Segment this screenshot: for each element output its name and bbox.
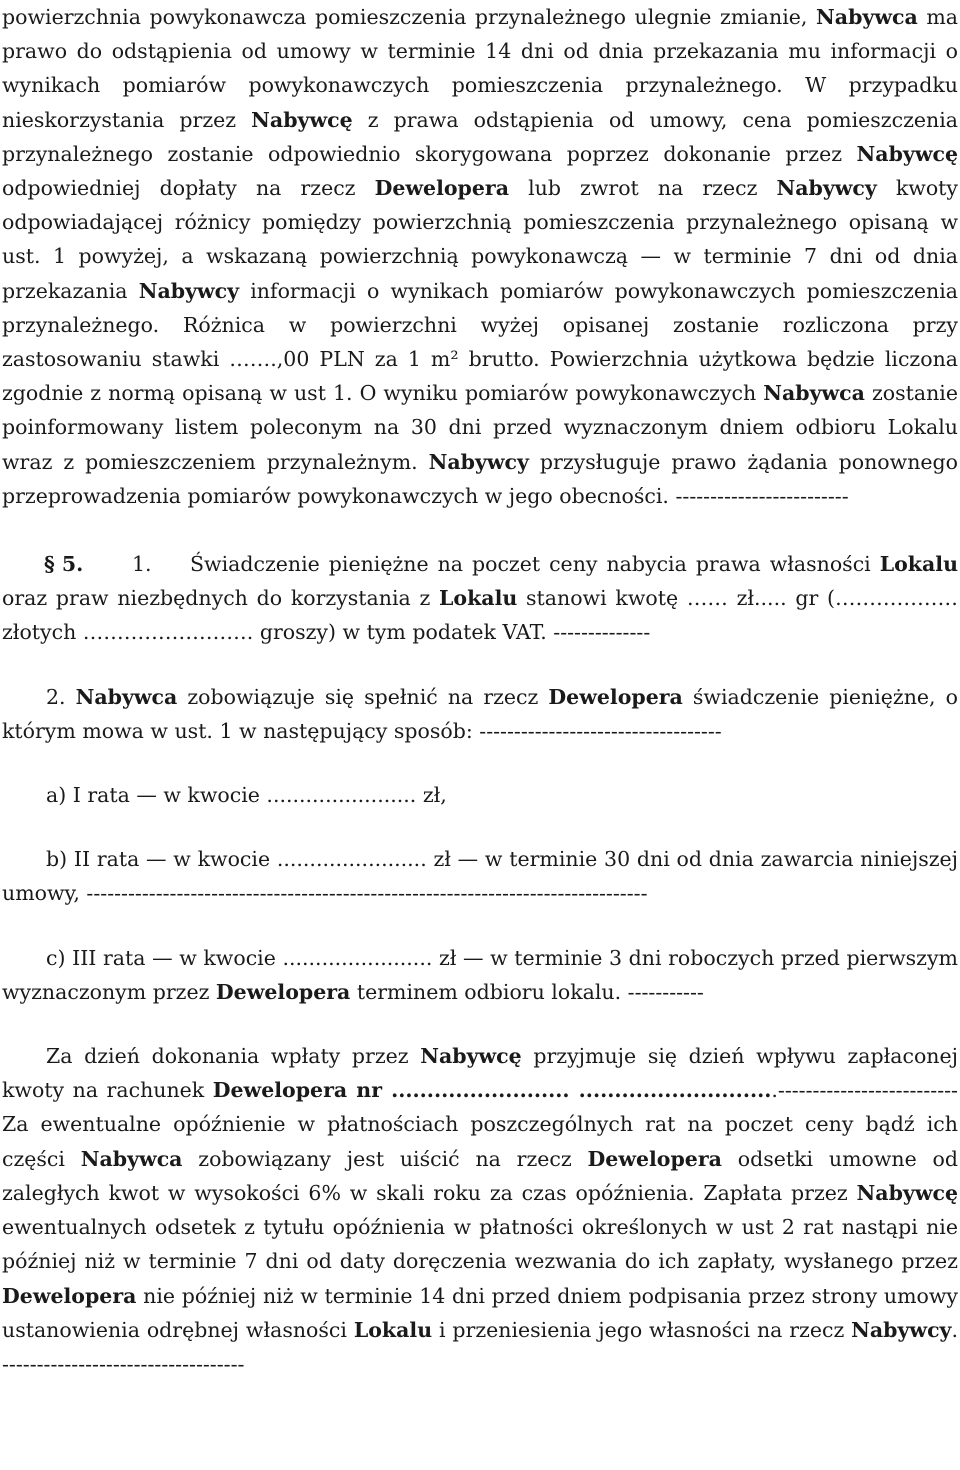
text-run: odpowiedniej dopłaty na rzecz [2, 176, 375, 201]
payment-date-text [2, 1044, 958, 1376]
bold-term: Dewelopera [2, 1283, 137, 1308]
point-number: 2. [46, 684, 66, 709]
text-run: Za dzień dokonania wpłaty przez [46, 1044, 421, 1069]
paragraph-point-2 [2, 680, 958, 748]
text-run: powierzchnia powykonawcza pomieszczenia przynależnego ulegnie zmianie, [2, 5, 817, 29]
installment-a: a) I rata — w kwocie ....................... zł, [46, 783, 447, 808]
section-number: § 5. [44, 552, 84, 577]
bold-term: Lokalu [879, 552, 958, 577]
text-run: przyjmuje się dzień wpływu zapłaconej kwoty na rachunek [2, 1044, 959, 1103]
bold-term: Nabywcę [856, 141, 958, 166]
bold-term: Nabywcę [856, 1180, 958, 1205]
text-run: i przeniesienia jego własności na rzecz [432, 1317, 852, 1342]
text-run: zobowiązany jest uiścić na rzecz [182, 1146, 588, 1171]
paragraph-payment-date [2, 1039, 958, 1381]
bold-term: Nabywca [763, 381, 865, 406]
text-run: odsetki umowne od zaległych kwot w wysokości 6% w skali roku za czas opóźnienia. Zapłata przez [2, 1146, 958, 1205]
point-number: 1. [132, 552, 152, 577]
installment-c-tail: terminem odbioru lokalu. ----------- [350, 979, 704, 1004]
text-run: z prawa odstąpienia od umowy, cena pomieszczenia przynależnego zostanie odpowiednio skorygowana poprzez dokonanie przez [2, 107, 958, 166]
point-2-text [2, 685, 958, 743]
text-run: Świadczenie pieniężne na poczet ceny nabycia prawa własności [190, 552, 880, 577]
paragraph-area-measurement [2, 0, 958, 513]
bold-term: Nabywcy [138, 278, 240, 303]
installment-b [2, 842, 958, 910]
bold-term: Nabywcy [428, 449, 529, 474]
text-run: .-------------------------- Za ewentualne opóźnienie w płatnościach poszczególnych rat na poczet ceny bądź ich części [2, 1078, 958, 1171]
developer-term: Dewelopera [215, 979, 351, 1004]
text-run: stanowi kwotę …… zł..... gr (……………… złotych ……………………. groszy) w tym podatek VAT. -------------- [2, 586, 958, 645]
text-run: świadczenie pieniężne, o którym mowa w ust. 1 w następujący sposób: ----------------------------------- [2, 684, 958, 743]
bold-term: Lokalu [439, 586, 518, 611]
text-run: zobowiązuje się spełnić na rzecz [177, 684, 549, 709]
text-run: przysługuje prawo żądania ponownego przeprowadzenia pomiarów powykonawczych w jego obecności. ------------------------- [2, 449, 958, 508]
installment-c-text: c) III rata — w kwocie ....................... zł — w terminie 3 dni roboczych przed pierwszym wyznaczonym przez [2, 945, 958, 1004]
bold-term: Dewelopera [548, 684, 683, 709]
text-run: lub zwrot na rzecz [509, 176, 777, 201]
bold-term: Nabywcy [851, 1317, 952, 1342]
bold-term: Nabywca [816, 5, 918, 29]
bold-term: Dewelopera [587, 1146, 722, 1171]
text-run: nie później niż w terminie 14 dni przed dniem podpisania przez strony umowy ustanowienia odrębnej własności [2, 1283, 958, 1342]
bold-term: Nabywca [80, 1146, 183, 1171]
text-run: . ----------------------------------- [2, 1317, 958, 1376]
bold-term: Nabywca [75, 684, 178, 709]
installment-c [2, 941, 958, 1009]
text-run: zostanie poinformowany listem poleconym na 30 dni przed wyznaczonym dniem odbioru Lokalu wraz z pomieszczeniem przynależnym. [2, 381, 958, 474]
paragraph-section-5-point-1 [2, 547, 958, 650]
text-run: oraz praw niezbędnych do korzystania z [2, 586, 440, 611]
bold-term: Dewelopera nr ......................... ........................... [212, 1078, 772, 1103]
bold-term: Dewelopera [374, 176, 510, 201]
text-run: kwoty odpowiadającej różnicy pomiędzy powierzchnią pomieszczenia przynależnego opisaną w ust. 1 powyżej, a wskazaną powierzchnią powykonawczą — w terminie 7 dni od dnia przekazania [2, 176, 958, 303]
bold-term: Nabywcę [251, 107, 353, 132]
installment-b-text: b) II rata — w kwocie ....................... zł — w terminie 30 dni od dnia zawarcia niniejszej umowy, --------------------------------------------------------------------------------- [2, 847, 958, 906]
text-run: ewentualnych odsetek z tytułu opóźnienia w płatności określonych w ust 2 rat nastąpi nie później niż w terminie 7 dni od daty doręczenia wezwania do ich zapłaty, wysłanego przez [2, 1215, 958, 1274]
bold-term: Nabywcy [776, 176, 877, 201]
bold-term: Lokalu [353, 1317, 433, 1342]
text-run: ma prawo do odstąpienia od umowy w terminie 14 dni od dnia przekazania mu informacji o wynikach pomiarów powykonawczych pomieszczenia przynależnego. W przypadku nieskorzystania przez [2, 5, 958, 132]
text-run: informacji o wynikach pomiarów powykonawczych pomieszczenia przynależnego. Różnica w powierzchni wyżej opisanej zostanie rozliczona przy zastosowaniu stawki …….,00 PLN za 1 m² brutto. Powierzchnia użytkowa będzie liczona zgodnie z normą opisaną w ust 1. O wyniku pomiarów powykonawczych [2, 278, 958, 406]
bold-term: Nabywcę [420, 1044, 522, 1069]
